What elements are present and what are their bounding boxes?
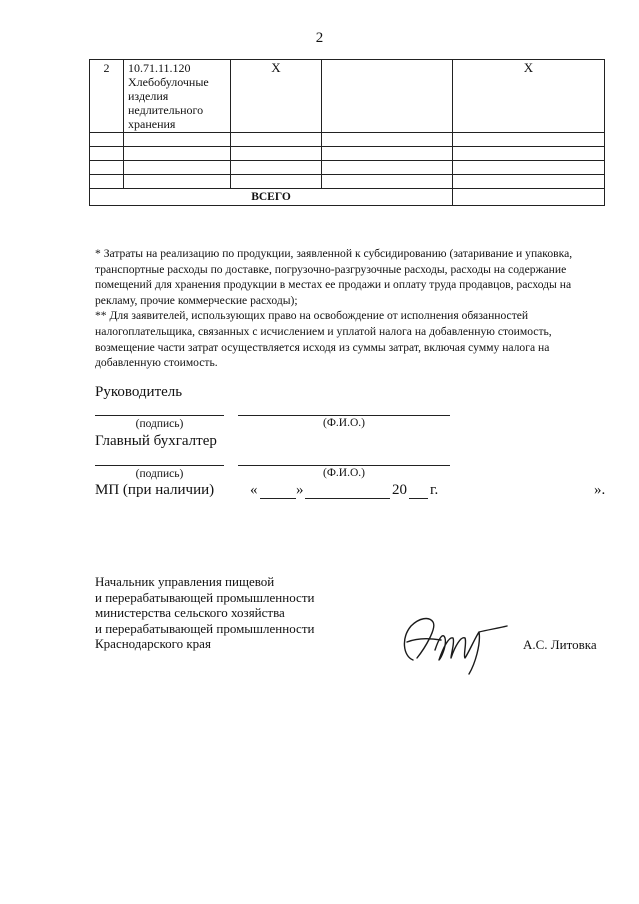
closing-line: министерства сельского хозяйства	[95, 605, 285, 621]
cell-x: X	[231, 60, 322, 133]
row-number: 2	[90, 60, 124, 133]
table-row	[90, 60, 605, 133]
accountant-label: Главный бухгалтер	[95, 433, 217, 449]
head-sign-line	[95, 415, 224, 416]
product-name-line: Хлебобулочные	[128, 75, 209, 89]
date-year-line	[409, 498, 428, 499]
empty-cell	[322, 60, 453, 133]
footnote-1: * Затраты на реализацию по продукции, заявленной к субсидированию (затаривание и упаковка, транспортные расходы по доставке, погрузочно-разгрузочные расходы, расходы на содержание помещений для хранения продукции в местах ее продажи и оплату труда продавцов, расходы на рекламу, прочие коммерческие расходы);	[95, 247, 573, 307]
date-year-suffix: г.	[430, 482, 439, 498]
date-month-line	[305, 498, 390, 499]
empty-row	[90, 147, 605, 161]
head-label: Руководитель	[95, 384, 183, 400]
empty-row	[90, 161, 605, 175]
closing-line: и перерабатывающей промышленности	[95, 620, 315, 636]
fio-caption: (Ф.И.О.)	[323, 417, 365, 429]
closing-line: Краснодарского края	[95, 636, 211, 652]
footnotes	[95, 246, 611, 371]
sign-caption: (подпись)	[135, 468, 184, 480]
closing-line: Начальник управления пищевой	[95, 574, 275, 589]
product-code: 10.71.11.120	[128, 61, 191, 75]
accountant-fio-line	[238, 465, 450, 466]
date-close-quote: »	[296, 482, 304, 498]
report-table	[89, 59, 605, 206]
handwritten-signature	[395, 608, 510, 678]
product-cell	[124, 60, 231, 133]
page-number: 2	[315, 30, 324, 46]
closing-line: и перерабатывающей промышленности	[95, 589, 315, 605]
empty-row	[90, 175, 605, 189]
empty-row	[90, 133, 605, 147]
date-open-quote: «	[250, 482, 258, 498]
product-name-line: изделия	[128, 89, 169, 103]
date-day-line	[260, 498, 296, 499]
closing-title	[95, 574, 314, 652]
head-fio-line	[238, 415, 450, 416]
total-label: ВСЕГО	[90, 189, 453, 206]
signer-name: А.С. Литовка	[523, 637, 597, 652]
sign-caption: (подпись)	[135, 418, 184, 430]
fio-caption: (Ф.И.О.)	[323, 467, 365, 479]
mp-label: МП (при наличии)	[95, 482, 215, 498]
footnote-2: ** Для заявителей, использующих право на освобождение от исполнения обязанностей налогоплательщика, связанных с исчислением и уплатой налога на добавленную стоимость, возмещение части затрат осуществляется исходя из суммы затрат, включая сумму налога на добавленную стоимость.	[95, 309, 552, 370]
end-mark: ».	[594, 482, 606, 498]
product-name-line: недлительного	[128, 103, 204, 117]
cell-x: X	[453, 60, 605, 133]
date-year-prefix: 20	[392, 482, 407, 498]
accountant-sign-line	[95, 465, 224, 466]
product-name-line: хранения	[128, 117, 176, 131]
total-value	[453, 189, 605, 206]
total-row	[90, 189, 605, 206]
